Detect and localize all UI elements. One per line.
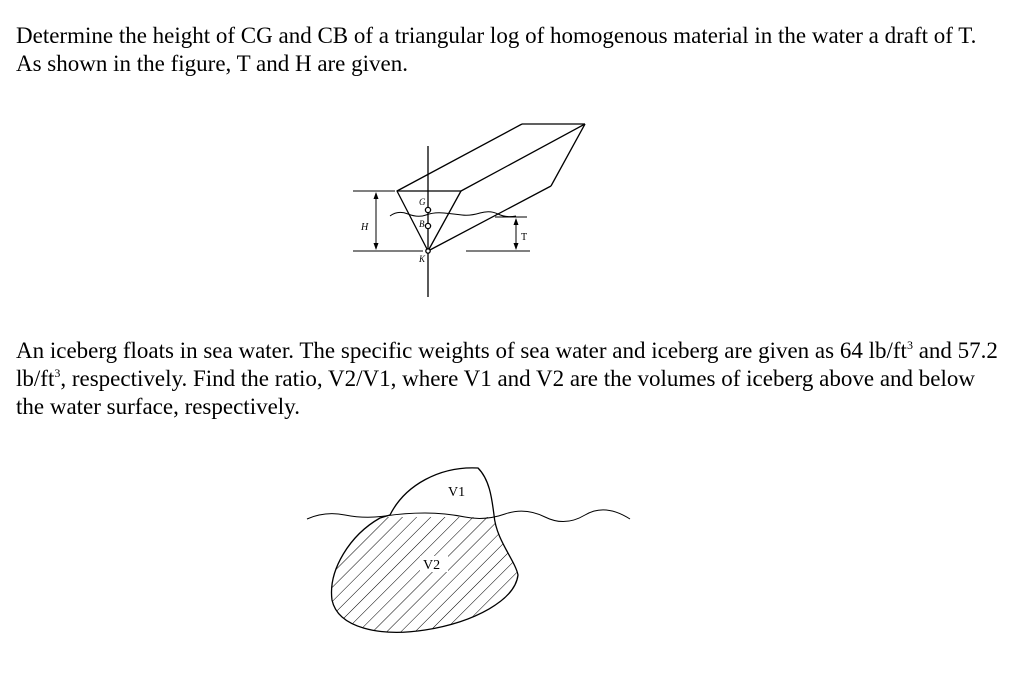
- label-k: K: [419, 254, 426, 264]
- problem-2-text-part-a: An iceberg floats in sea water. The specific weights of sea water and iceberg are given as 64 lb/ft: [16, 338, 907, 363]
- label-g: G: [419, 197, 426, 207]
- label-v1: V1: [448, 485, 466, 500]
- label-h: H: [361, 222, 369, 233]
- problem-1-text: Determine the height of CG and CB of a triangular log of homogenous material in the water a draft of T. As shown in the figure, T and H are given.: [16, 23, 977, 76]
- problem-2-text-part-b: and 57.2 lb/ft: [16, 338, 998, 391]
- problem-2-text-part-c: , respectively. Find the ratio, V2/V1, where V1 and V2 are the volumes of iceberg above and below the water surface, respectively.: [16, 366, 975, 419]
- label-b: B: [419, 219, 425, 229]
- label-t: T: [521, 232, 528, 243]
- superscript-2: 3: [54, 366, 61, 380]
- label-v2: V2: [423, 558, 441, 573]
- superscript-1: 3: [906, 338, 913, 352]
